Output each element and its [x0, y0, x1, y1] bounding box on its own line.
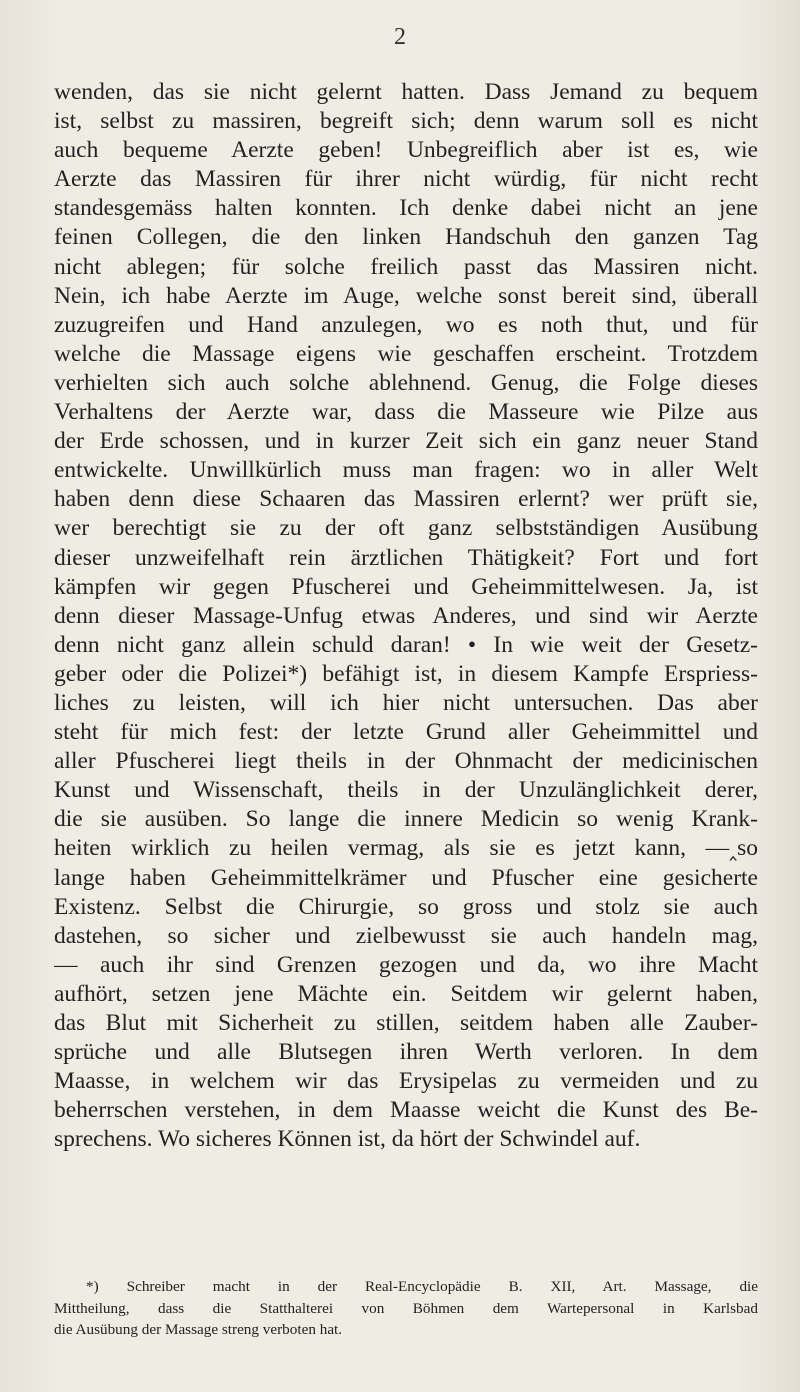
text-line: verhielten sich auch solche ablehnend. Genug, die Folge dieses — [54, 369, 758, 396]
text-line: denn nicht ganz allein schuld daran! • In wie weit der Gesetz- — [54, 631, 758, 658]
text-line: lange haben Geheimmittelkrämer und Pfuscher eine gesicherte — [54, 864, 758, 891]
text-line: ist, selbst zu massiren, begreift sich; denn warum soll es nicht — [54, 108, 758, 135]
text-line: der Erde schossen, und in kurzer Zeit sich ein ganz neuer Stand — [54, 428, 758, 455]
text-line: auch bequeme Aerzte geben! Unbegreiflich aber ist es, wie — [54, 137, 758, 164]
text-line: Aerzte das Massiren für ihrer nicht würdig, für nicht recht — [54, 166, 758, 193]
text-line: dastehen, so sicher und zielbewusst sie auch handeln mag, — [54, 922, 758, 949]
text-line: standesgemäss halten konnten. Ich denke dabei nicht an jene — [54, 195, 758, 222]
text-line: beherrschen verstehen, in dem Maasse weicht die Kunst des Be- — [54, 1097, 758, 1124]
text-line: kämpfen wir gegen Pfuscherei und Geheimmittelwesen. Ja, ist — [54, 573, 758, 600]
text-line: zuzugreifen und Hand anzulegen, wo es noth thut, und für — [54, 311, 758, 338]
footnote-line: Mittheilung, dass die Statthalterei von Böhmen dem Wartepersonal in Karlsbad — [54, 1299, 758, 1317]
text-line: entwickelte. Unwillkürlich muss man fragen: wo in aller Welt — [54, 457, 758, 484]
text-line: Nein, ich habe Aerzte im Auge, welche sonst bereit sind, überall — [54, 282, 758, 309]
text-line: Maasse, in welchem wir das Erysipelas zu vermeiden und zu — [54, 1068, 758, 1095]
footnote-line: die Ausübung der Massage streng verboten hat. — [54, 1321, 343, 1338]
footnote-line: *) Schreiber macht in der Real-Encyclopädie B. XII, Art. Massage, die — [86, 1278, 758, 1295]
text-line: welche die Massage eigens wie geschaffen erscheint. Trotzdem — [54, 340, 758, 367]
text-line: denn dieser Massage-Unfug etwas Anderes, und sind wir Aerzte — [54, 602, 758, 629]
text-line: aufhört, setzen jene Mächte ein. Seitdem wir gelernt haben, — [54, 980, 758, 1007]
text-line: das Blut mit Sicherheit zu stillen, seitdem haben alle Zauber- — [54, 1010, 758, 1036]
text-line: feinen Collegen, die den linken Handschuh den ganzen Tag — [54, 224, 758, 251]
text-line: Kunst und Wissenschaft, theils in der Unzulänglichkeit derer, — [54, 777, 758, 804]
text-line: nicht ablegen; für solche freilich passt das Massiren nicht. — [54, 253, 758, 280]
text-line: liches zu leisten, will ich hier nicht untersuchen. Das aber — [54, 689, 758, 716]
text-line: die sie ausüben. So lange die innere Medicin so wenig Krank- — [54, 806, 758, 833]
footnote — [54, 1276, 758, 1341]
text-line: — auch ihr sind Grenzen gezogen und da, wo ihre Macht — [54, 951, 758, 978]
text-line: aller Pfuscherei liegt theils in der Ohnmacht der medicinischen — [54, 748, 758, 775]
text-line: wenden, das sie nicht gelernt hatten. Dass Jemand zu bequem — [54, 79, 758, 105]
text-line: wer berechtigt sie zu der oft ganz selbstständigen Ausübung — [54, 515, 758, 542]
text-line: heiten wirklich zu heilen vermag, als sie es jetzt kann, —‸so — [54, 835, 758, 862]
text-line: geber oder die Polizei*) befähigt ist, in diesem Kampfe Erspriess- — [54, 660, 758, 687]
text-line: haben denn diese Schaaren das Massiren erlernt? wer prüft sie, — [54, 486, 758, 513]
body-text — [54, 78, 758, 1154]
text-line: steht für mich fest: der letzte Grund aller Geheimmittel und — [54, 719, 758, 746]
text-line: sprüche und alle Blutsegen ihren Werth verloren. In dem — [54, 1039, 758, 1066]
text-line: sprechens. Wo sicheres Können ist, da hört der Schwindel auf. — [54, 1126, 641, 1153]
text-line: dieser unzweifelhaft rein ärztlichen Thätigkeit? Fort und fort — [54, 544, 758, 571]
text-line: Verhaltens der Aerzte war, dass die Masseure wie Pilze aus — [54, 399, 758, 426]
page-number: 2 — [394, 24, 406, 50]
text-line: Existenz. Selbst die Chirurgie, so gross und stolz sie auch — [54, 893, 758, 920]
